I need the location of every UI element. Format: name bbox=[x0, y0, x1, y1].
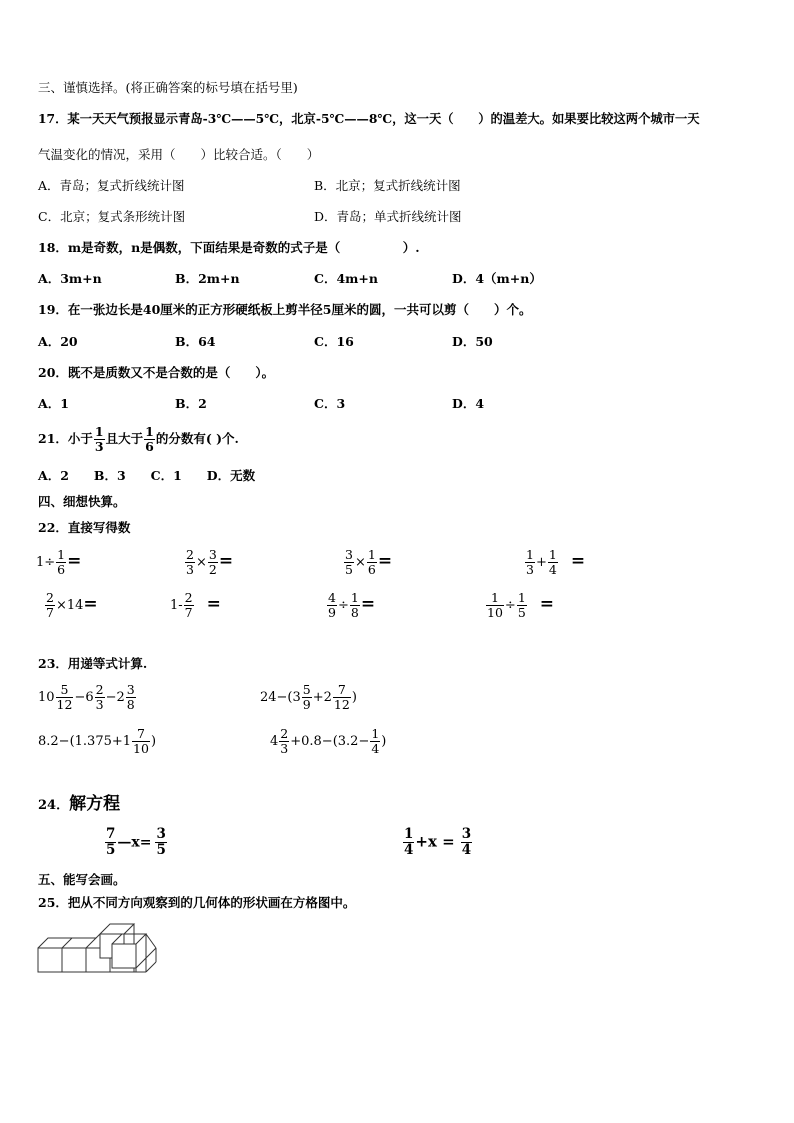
q17-option-b: B．北京；复式折线统计图 bbox=[314, 178, 461, 193]
q18-stem: 18．m是奇数，n是偶数，下面结果是奇数的式子是（ ）. bbox=[38, 240, 420, 255]
q22-title: 22．直接写得数 bbox=[38, 520, 131, 535]
q23-title: 23．用递等式计算. bbox=[38, 656, 148, 671]
q20-option-a: A．1 bbox=[38, 396, 69, 411]
q18-option-d: D．4（m+n） bbox=[452, 271, 542, 286]
q23-expr-1: 10 $\frac{5}{12}$ −6 $\frac{2}{3}$ −2 $\frac{3}{8}$ bbox=[38, 682, 135, 712]
q17-line1: 17．某一天天气预报显示青岛-3℃——5℃，北京-5℃——8℃，这一天（ ）的温差大。如果要比较这两个城市一天 bbox=[38, 111, 700, 126]
q21-options: A．2 B．3 C．1 D．无数 bbox=[38, 468, 256, 483]
q21-suffix: 的分数有( )个. bbox=[155, 431, 239, 446]
q24-number: 24． bbox=[38, 798, 70, 813]
q22-expr-8: $\frac{1}{10}$ ÷ $\frac{1}{5}$ = bbox=[487, 590, 555, 620]
q18-option-b: B．2m+n bbox=[175, 271, 240, 286]
q22-expr-1: 1÷ $\frac{1}{6}$ = bbox=[36, 547, 82, 577]
q18-option-a: A．3m+n bbox=[38, 271, 102, 286]
q24-equation-1: $\frac{7}{5}$ —x= $\frac{3}{5}$ bbox=[106, 826, 166, 858]
q22-expr-5: $\frac{2}{7}$ ×14= bbox=[46, 590, 98, 620]
q17-option-a: A．青岛；复式折线统计图 bbox=[38, 178, 185, 193]
q20-stem: 20．既不是质数又不是合数的是（ ）。 bbox=[38, 365, 275, 380]
q21-stem bbox=[38, 424, 239, 454]
q23-expr-3: 8.2−(1.375+1 $\frac{7}{10}$ ) bbox=[38, 726, 157, 756]
q23-expr-4: 4 $\frac{2}{3}$ +0.8−(3.2− $\frac{1}{4}$ ) bbox=[270, 726, 387, 756]
q20-option-c: C．3 bbox=[314, 396, 346, 411]
q19-option-d: D．50 bbox=[452, 334, 493, 349]
q19-stem: 19．在一张边长是40厘米的正方形硬纸板上剪半径5厘米的圆，一共可以剪（ ）个。 bbox=[38, 302, 532, 317]
q22-expr-7: $\frac{4}{9}$ ÷ $\frac{1}{8}$ = bbox=[328, 590, 376, 620]
q24-equation-2: $\frac{1}{4}$ +x = $\frac{3}{4}$ bbox=[404, 826, 472, 858]
q19-option-c: C．16 bbox=[314, 334, 354, 349]
q23-expr-2: 24−(3 $\frac{5}{9}$ +2 $\frac{7}{12}$ ) bbox=[260, 682, 357, 712]
q22-expr-4: $\frac{1}{3}$ + $\frac{1}{4}$ = bbox=[526, 547, 586, 577]
section4-title: 四、细想快算。 bbox=[38, 494, 126, 509]
section3-title: 三、谨慎选择。(将正确答案的标号填在括号里) bbox=[38, 80, 298, 95]
q19-option-b: B．64 bbox=[175, 334, 216, 349]
q17-option-c: C．北京；复式条形统计图 bbox=[38, 209, 186, 224]
q22-expr-6: 1- $\frac{2}{7}$ = bbox=[170, 590, 221, 620]
q17-line2: 气温变化的情况，采用（ ）比较合适。（ ） bbox=[38, 147, 320, 162]
q24-title bbox=[38, 793, 120, 817]
q17-option-d: D．青岛；单式折线统计图 bbox=[314, 209, 462, 224]
q25-stem: 25．把从不同方向观察到的几何体的形状画在方格图中。 bbox=[38, 895, 356, 910]
cube-solid-figure bbox=[36, 920, 166, 980]
q21-mid: 且大于 bbox=[105, 431, 144, 446]
q20-option-b: B．2 bbox=[175, 396, 207, 411]
q18-option-c: C．4m+n bbox=[314, 271, 378, 286]
section5-title: 五、能写会画。 bbox=[38, 872, 126, 887]
fraction: $\frac{1}{6}$ bbox=[145, 424, 154, 454]
q21-prefix: 21．小于 bbox=[38, 431, 93, 446]
q20-option-d: D．4 bbox=[452, 396, 485, 411]
q24-heading: 解方程 bbox=[69, 794, 121, 814]
q19-option-a: A．20 bbox=[38, 334, 78, 349]
q22-expr-3: $\frac{3}{5}$ × $\frac{1}{6}$ = bbox=[345, 547, 393, 577]
q22-expr-2: $\frac{2}{3}$ × $\frac{3}{2}$ = bbox=[186, 547, 234, 577]
fraction: $\frac{1}{3}$ bbox=[94, 424, 104, 454]
